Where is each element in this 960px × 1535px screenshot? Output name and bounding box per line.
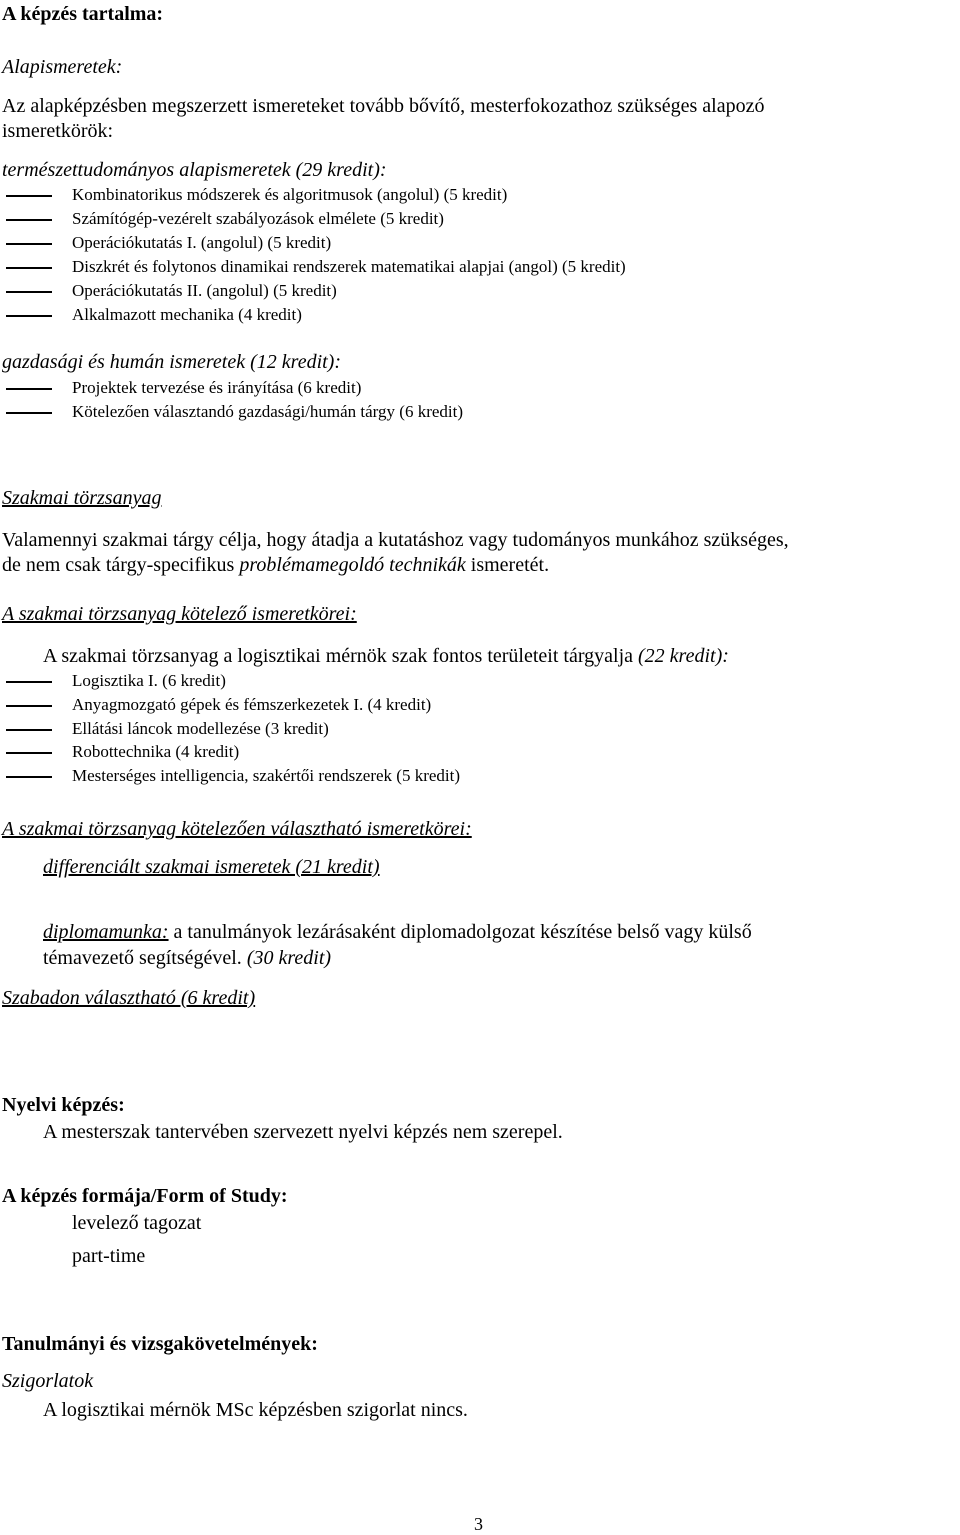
diploma-line1: diplomamunka: a tanulmányok lezárásaként diplomadolgozat készítése belső vagy külső <box>43 921 752 943</box>
required-heading: A szakmai törzsanyag kötelező ismeretkörei: <box>2 603 357 625</box>
list-item: Mesterséges intelligencia, szakértői rendszerek (5 kredit) <box>72 766 461 785</box>
list-item: Kombinatorikus módszerek és algoritmusok (angolul) (5 kredit) <box>72 185 508 204</box>
list-item: Robottechnika (4 kredit) <box>72 742 240 761</box>
list-item: Alkalmazott mechanika (4 kredit) <box>72 305 302 324</box>
diploma-line2: témavezető segítségével. (30 kredit) <box>43 947 332 969</box>
torzs-para-line2: de nem csak tárgy-specifikus problémamegoldó technikák ismeretét. <box>2 554 550 576</box>
forma-heading: A képzés formája/Form of Study: <box>2 1185 288 1207</box>
list-item: Anyagmozgató gépek és fémszerkezetek I. (4 kredit) <box>72 695 432 714</box>
list-dash <box>6 729 52 731</box>
list-item: Diszkrét és folytonos dinamikai rendszerek matematikai alapjai (angol) (5 kredit) <box>72 257 626 276</box>
science-heading: természettudományos alapismeretek (29 kredit): <box>2 159 387 181</box>
list-item: Logisztika I. (6 kredit) <box>72 671 226 690</box>
page-title: A képzés tartalma: <box>2 3 164 25</box>
tanulmanyi-heading: Tanulmányi és vizsgakövetelmények: <box>2 1333 318 1355</box>
list-item: Ellátási láncok modellezése (3 kredit) <box>72 719 329 738</box>
list-item: Operációkutatás II. (angolul) (5 kredit) <box>72 281 337 300</box>
szigorlatok-heading: Szigorlatok <box>2 1370 94 1392</box>
szigorlatok-text: A logisztikai mérnök MSc képzésben szigorlat nincs. <box>43 1399 468 1421</box>
required-intro: A szakmai törzsanyag a logisztikai mérnök szak fontos területeit tárgyalja (22 kredit): <box>43 645 729 667</box>
list-dash <box>6 412 52 414</box>
list-dash <box>6 219 52 221</box>
forma-line2: part-time <box>72 1245 146 1267</box>
list-item: Számítógép-vezérelt szabályozások elmélete (5 kredit) <box>72 209 444 228</box>
nyelvi-heading: Nyelvi képzés: <box>2 1094 125 1116</box>
econ-heading: gazdasági és humán ismeretek (12 kredit): <box>2 351 342 373</box>
alap-intro-line2: ismeretkörök: <box>2 120 114 142</box>
list-dash <box>6 195 52 197</box>
list-dash <box>6 752 52 754</box>
list-dash <box>6 681 52 683</box>
list-dash <box>6 315 52 317</box>
page-number: 3 <box>474 1514 483 1534</box>
torzs-para-line1: Valamennyi szakmai tárgy célja, hogy átadja a kutatáshoz vagy tudományos munkához szükséges, <box>2 529 789 551</box>
forma-line1: levelező tagozat <box>72 1212 202 1234</box>
nyelvi-text: A mesterszak tantervében szervezett nyelvi képzés nem szerepel. <box>43 1121 563 1143</box>
list-dash <box>6 705 52 707</box>
list-item: Projektek tervezése és irányítása (6 kredit) <box>72 378 362 397</box>
alapismeretek-heading: Alapismeretek: <box>2 56 123 78</box>
list-dash <box>6 291 52 293</box>
free-elective: Szabadon választható (6 kredit) <box>2 987 256 1009</box>
list-item: Kötelezően választandó gazdasági/humán tárgy (6 kredit) <box>72 402 464 421</box>
list-dash <box>6 388 52 390</box>
list-dash <box>6 243 52 245</box>
alap-intro-line1: Az alapképzésben megszerzett ismereteket tovább bővítő, mesterfokozathoz szükséges alapozó <box>2 95 765 117</box>
elective-diff: differenciált szakmai ismeretek (21 kredit) <box>43 856 380 878</box>
list-dash <box>6 776 52 778</box>
list-dash <box>6 267 52 269</box>
elective-heading: A szakmai törzsanyag kötelezően választható ismeretkörei: <box>2 818 472 840</box>
list-item: Operációkutatás I. (angolul) (5 kredit) <box>72 233 332 252</box>
torzs-heading: Szakmai törzsanyag <box>2 487 162 509</box>
